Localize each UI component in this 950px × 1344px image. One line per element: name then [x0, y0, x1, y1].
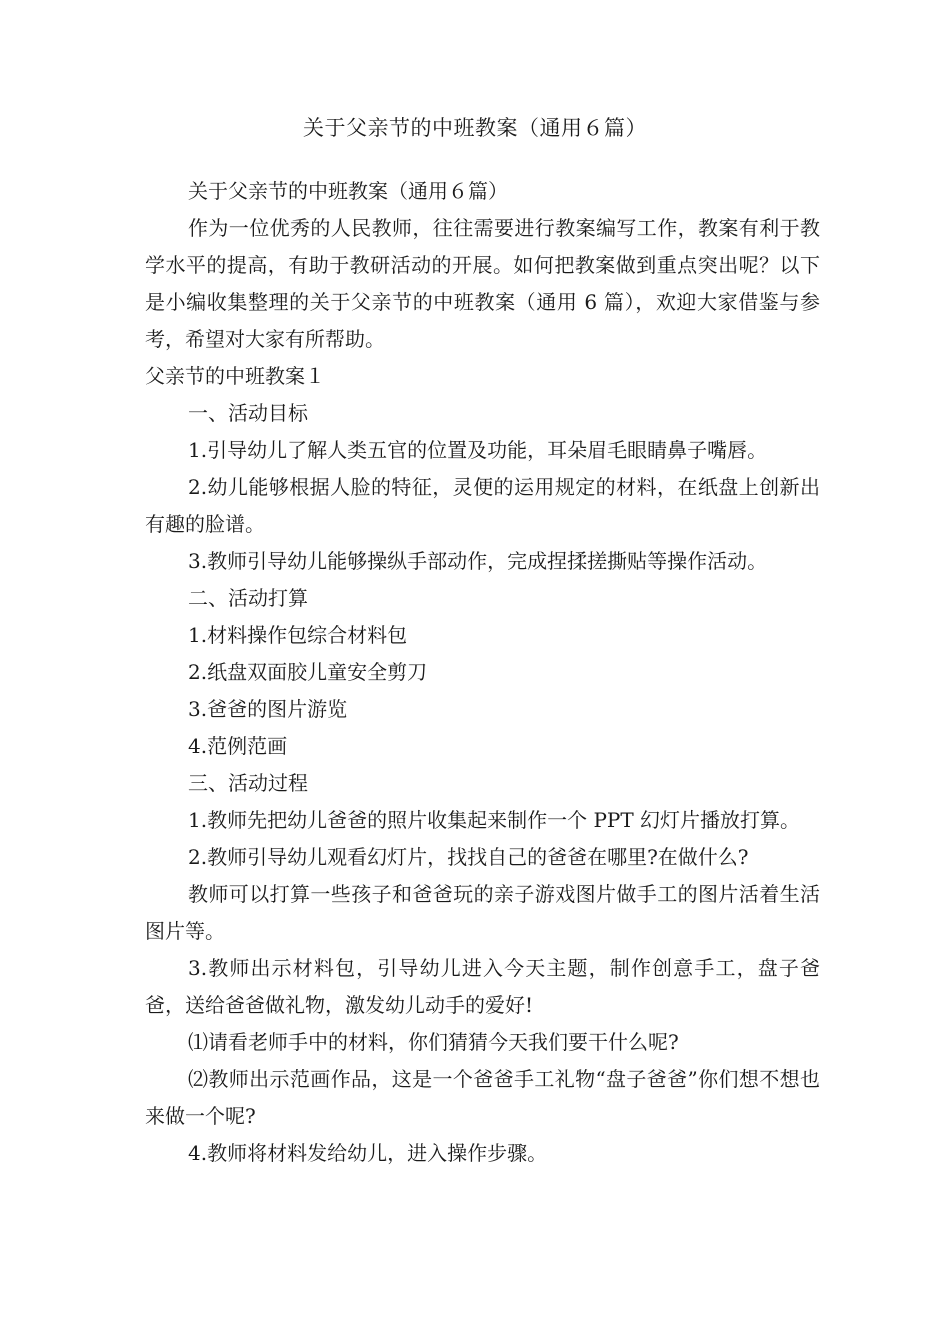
list-item: 2.幼儿能够根据人脸的特征，灵便的运用规定的材料，在纸盘上创新出有趣的脸谱。	[145, 475, 820, 536]
document-body	[145, 173, 820, 1172]
list-item: 3.爸爸的图片游览	[188, 697, 348, 721]
list-item: 3.教师引导幼儿能够操纵手部动作，完成捏揉搓撕贴等操作活动。	[188, 549, 768, 573]
list-item: 2.教师引导幼儿观看幻灯片，找找自己的爸爸在哪里?在做什么?	[188, 845, 749, 869]
list-item: 3.教师出示材料包，引导幼儿进入今天主题，制作创意手工，盘子爸爸，送给爸爸做礼物，激发幼儿动手的爱好!	[145, 956, 820, 1017]
list-item: 4.教师将材料发给幼儿，进入操作步骤。	[188, 1141, 548, 1165]
section-heading: 父亲节的中班教案１	[145, 364, 325, 388]
list-item: 1.材料操作包综合材料包	[188, 623, 408, 647]
document-title: 关于父亲节的中班教案（通用６篇）	[303, 116, 647, 140]
list-item: 2.纸盘双面胶儿童安全剪刀	[188, 660, 428, 684]
paragraph: 关于父亲节的中班教案（通用６篇）	[188, 179, 508, 203]
subheading: 二、活动打算	[188, 586, 308, 610]
subheading: 一、活动目标	[188, 401, 308, 425]
subheading: 三、活动过程	[188, 771, 308, 795]
paragraph: 教师可以打算一些孩子和爸爸玩的亲子游戏图片做手工的图片活着生活图片等。	[145, 882, 820, 943]
list-item: 4.范例范画	[188, 734, 288, 758]
paragraph: 作为一位优秀的人民教师，往往需要进行教案编写工作，教案有利于教学水平的提高，有助于教研活动的开展。如何把教案做到重点突出呢？以下是小编收集整理的关于父亲节的中班教案（通用 6 篇），欢迎大家借鉴与参考，希望对大家有所帮助。	[145, 216, 820, 351]
list-item: 1.引导幼儿了解人类五官的位置及功能，耳朵眉毛眼睛鼻子嘴唇。	[188, 438, 768, 462]
list-item: ⑴请看老师手中的材料，你们猜猜今天我们要干什么呢?	[188, 1030, 679, 1054]
list-item: 1.教师先把幼儿爸爸的照片收集起来制作一个 PPT 幻灯片播放打算。	[188, 808, 801, 832]
list-item: ⑵教师出示范画作品，这是一个爸爸手工礼物“盘子爸爸”你们想不想也来做一个呢?	[145, 1067, 820, 1128]
